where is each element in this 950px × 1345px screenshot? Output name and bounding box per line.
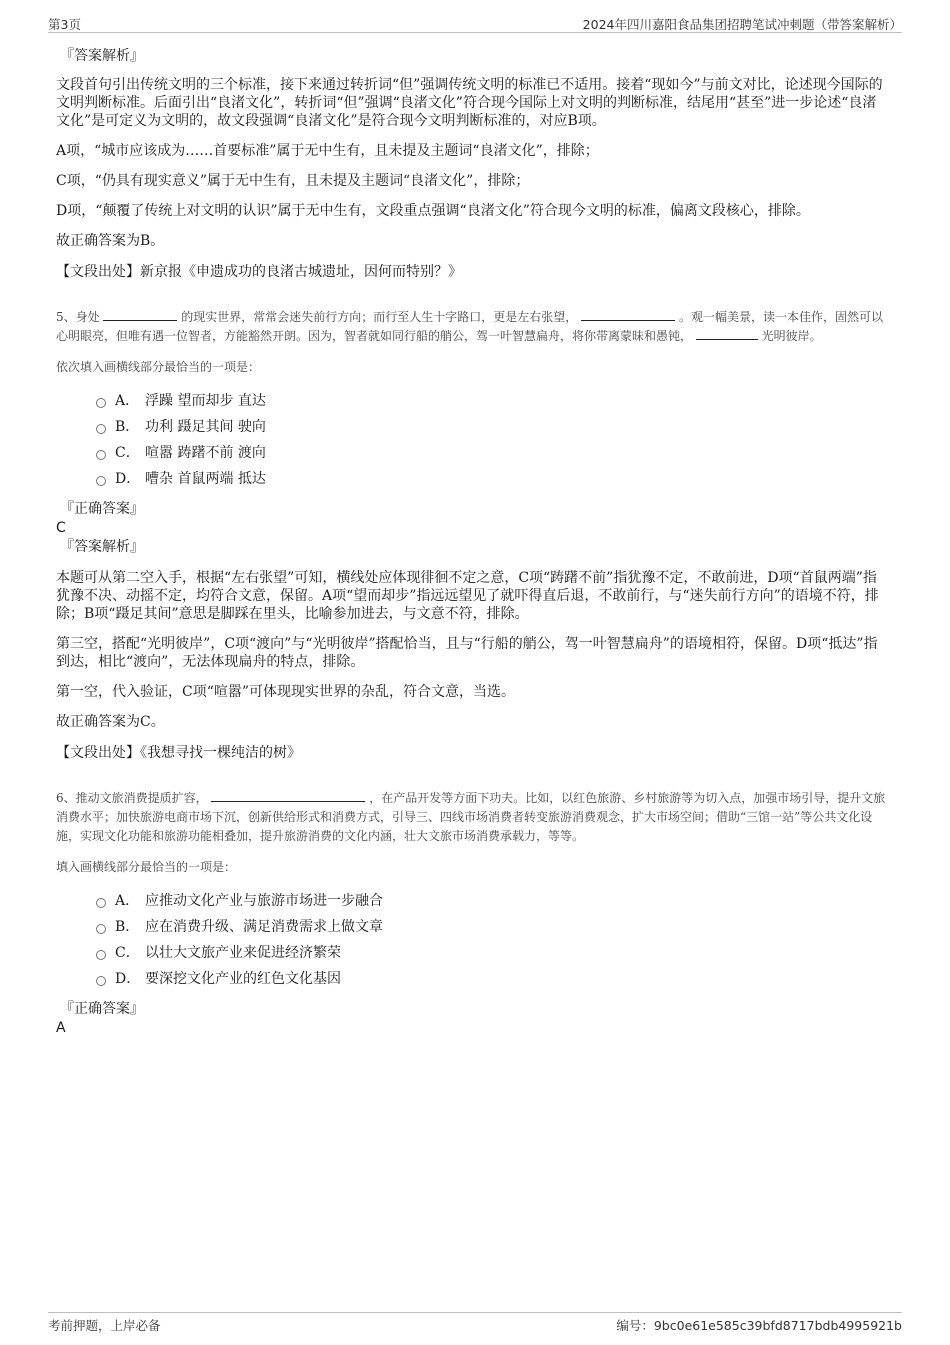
question-6-options xyxy=(96,888,890,992)
correct-answer-label: 『正确答案』 xyxy=(60,1001,144,1017)
document-code: 编号：9bc0e61e585c39bfd8717bdb4995921b xyxy=(616,1318,902,1333)
option-b[interactable]: B． 功利 蹑足其间 驶向 xyxy=(96,414,890,440)
analysis-label: 『答案解析』 xyxy=(60,48,144,64)
option-a[interactable]: A． 浮躁 望而却步 直达 xyxy=(96,388,890,414)
analysis-paragraph: 故正确答案为C。 xyxy=(56,714,165,730)
page-footer xyxy=(48,1312,902,1333)
fill-blank xyxy=(696,327,758,340)
radio-button-icon[interactable] xyxy=(96,950,106,960)
analysis-paragraph: 第一空，代入验证，C项“喧嚣”可体现现实世界的杂乱，符合文意，当选。 xyxy=(56,684,516,700)
document-title: 2024年四川嘉阳食品集团招聘笔试冲刺题（带答案解析） xyxy=(582,17,902,32)
passage-source: 【文段出处】新京报《申遗成功的良渚古城遗址，因何而特别？》 xyxy=(56,264,462,280)
question-instruction: 依次填入画横线部分最恰当的一项是： xyxy=(56,360,261,374)
radio-button-icon[interactable] xyxy=(96,424,106,434)
analysis-label: 『答案解析』 xyxy=(60,539,144,555)
analysis-paragraph: D项，“颠覆了传统上对文明的认识”属于无中生有，文段重点强调“良渚文化”符合现今文明的标准，偏离文段核心，排除。 xyxy=(56,203,810,219)
radio-button-icon[interactable] xyxy=(96,924,106,934)
radio-button-icon[interactable] xyxy=(96,898,106,908)
option-c[interactable]: C． 以壮大文旅产业来促进经济繁荣 xyxy=(96,940,890,966)
option-b[interactable]: B． 应在消费升级、满足消费需求上做文章 xyxy=(96,914,890,940)
analysis-paragraph: 故正确答案为B。 xyxy=(56,233,165,249)
radio-button-icon[interactable] xyxy=(96,976,106,986)
analysis-paragraph: 第三空，搭配“光明彼岸”，C项“渡向”与“光明彼岸”搭配恰当，且与“行船的艄公，驾一叶智慧扁舟”的语境相符，保留。D项“抵达”指到达，相比“渡向”，无法体现扁舟的特点，排除。 xyxy=(56,636,878,670)
question-6-text: 6、推动文旅消费提质扩容， ，在产品开发等方面下功夫。比如，以红色旅游、乡村旅游等为切入点，加强市场引导，提升文旅消费水平；加快旅游电商市场下沉，创新供给形式和消费方式，引导三、四线市场消费者转变旅游消费观念，扩大市场空间；借助“三馆一站”等公共文化设施，实现文化功能和旅游功能相叠加，提升旅游消费的文化内涵，壮大文旅市场消费承载力，等等。 xyxy=(56,791,886,843)
passage-source: 【文段出处】《我想寻找一棵纯洁的树》 xyxy=(56,745,301,761)
page-number: 第3页 xyxy=(48,17,81,32)
option-d[interactable]: D． 嘈杂 首鼠两端 抵达 xyxy=(96,466,890,492)
fill-blank xyxy=(211,789,365,802)
option-d[interactable]: D． 要深挖文化产业的红色文化基因 xyxy=(96,966,890,992)
option-c[interactable]: C． 喧嚣 踌躇不前 渡向 xyxy=(96,440,890,466)
correct-answer: C xyxy=(56,520,66,536)
question-5-options xyxy=(96,388,890,492)
question-instruction: 填入画横线部分最恰当的一项是： xyxy=(56,860,237,874)
radio-button-icon[interactable] xyxy=(96,450,106,460)
analysis-paragraph: C项，“仍具有现实意义”属于无中生有，且未提及主题词“良渚文化”，排除； xyxy=(56,173,530,189)
fill-blank xyxy=(103,308,177,321)
question-5-text: 5、身处 的现实世界，常常会迷失前行方向；而行至人生十字路口，更是左右张望， 。观一幅美景，读一本佳作，固然可以心明眼亮，但唯有遇一位智者，方能豁然开朗。因为，智者就如同行船的艄公，驾一叶智慧扁舟，将你带离蒙昧和愚钝， 光明彼岸。 xyxy=(56,310,883,343)
fill-blank xyxy=(581,308,675,321)
analysis-paragraph: 本题可从第二空入手，根据“左右张望”可知，横线处应体现徘徊不定之意，C项“踌躇不前”指犹豫不定，不敢前进，D项“首鼠两端”指犹豫不决、动摇不定，均符合文意，保留。A项“望而却步”指远远望见了就吓得直后退，不敢前行，与“迷失前行方向”的语境不符，排除；B项“蹑足其间”意思是脚踩在里头，比喻参加进去，与文意不符，排除。 xyxy=(56,570,879,622)
analysis-paragraph: 文段首句引出传统文明的三个标准，接下来通过转折词“但”强调传统文明的标准已不适用。接着“现如今”与前文对比，论述现今国际的文明判断标准。后面引出“良渚文化”，转折词“但”强调“良渚文化”符合现今国际上对文明的判断标准，结尾用“甚至”进一步论述“良渚文化”是可定义为文明的，故文段强调“良渚文化”是符合现今文明判断标准的，对应B项。 xyxy=(56,77,883,129)
footer-slogan: 考前押题，上岸必备 xyxy=(48,1318,161,1333)
radio-button-icon[interactable] xyxy=(96,398,106,408)
correct-answer-label: 『正确答案』 xyxy=(60,501,144,517)
correct-answer: A xyxy=(56,1020,66,1036)
option-a[interactable]: A． 应推动文化产业与旅游市场进一步融合 xyxy=(96,888,890,914)
analysis-paragraph: A项，“城市应该成为……首要标准”属于无中生有，且未提及主题词“良渚文化”，排除； xyxy=(56,143,599,159)
radio-button-icon[interactable] xyxy=(96,476,106,486)
page-header xyxy=(48,14,902,33)
page-content xyxy=(56,46,890,1037)
